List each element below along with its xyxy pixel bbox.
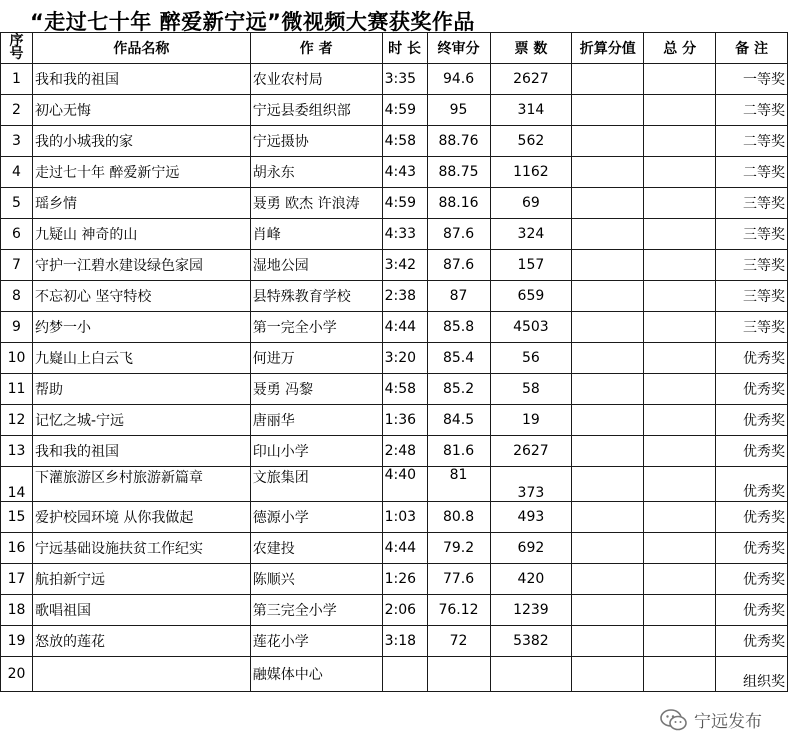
cell-author: 湿地公园 <box>250 250 382 281</box>
cell-converted <box>572 405 644 436</box>
header-converted: 折算分值 <box>572 33 644 64</box>
cell-score: 88.75 <box>427 157 490 188</box>
cell-name: 走过七十年 醉爱新宁远 <box>32 157 250 188</box>
cell-score: 95 <box>427 95 490 126</box>
watermark-text: 宁远发布 <box>694 712 762 732</box>
cell-converted <box>572 343 644 374</box>
cell-total <box>644 343 716 374</box>
cell-name: 帮助 <box>32 374 250 405</box>
cell-author: 第三完全小学 <box>250 595 382 626</box>
cell-total <box>644 374 716 405</box>
cell-votes: 4503 <box>490 312 572 343</box>
cell-total <box>644 564 716 595</box>
cell-name: 九嶷山上白云飞 <box>32 343 250 374</box>
cell-seq: 5 <box>1 188 33 219</box>
cell-total <box>644 188 716 219</box>
cell-name: 爱护校园环境 从你我做起 <box>32 502 250 533</box>
cell-total <box>644 126 716 157</box>
cell-note: 三等奖 <box>716 312 788 343</box>
cell-total <box>644 533 716 564</box>
cell-votes: 373 <box>490 467 572 502</box>
cell-time: 1:26 <box>382 564 427 595</box>
table-row <box>1 436 788 467</box>
cell-score: 76.12 <box>427 595 490 626</box>
table-row <box>1 657 788 692</box>
cell-time: 4:58 <box>382 374 427 405</box>
cell-author: 唐丽华 <box>250 405 382 436</box>
table-row <box>1 595 788 626</box>
header-score: 终审分 <box>427 33 490 64</box>
cell-total <box>644 502 716 533</box>
table-row <box>1 157 788 188</box>
cell-score: 80.8 <box>427 502 490 533</box>
cell-note: 优秀奖 <box>716 374 788 405</box>
table-row <box>1 626 788 657</box>
wechat-icon <box>660 709 688 731</box>
cell-votes: 493 <box>490 502 572 533</box>
cell-time: 2:38 <box>382 281 427 312</box>
header-note: 备 注 <box>716 33 788 64</box>
cell-time: 2:48 <box>382 436 427 467</box>
cell-seq: 18 <box>1 595 33 626</box>
cell-converted <box>572 126 644 157</box>
cell-score: 87.6 <box>427 250 490 281</box>
cell-time: 4:33 <box>382 219 427 250</box>
cell-note: 组织奖 <box>716 657 788 692</box>
table-row <box>1 312 788 343</box>
cell-seq: 14 <box>1 467 33 502</box>
cell-converted <box>572 564 644 595</box>
cell-seq: 8 <box>1 281 33 312</box>
cell-author: 印山小学 <box>250 436 382 467</box>
cell-name: 记忆之城-宁远 <box>32 405 250 436</box>
header-time: 时 长 <box>382 33 427 64</box>
cell-score: 94.6 <box>427 64 490 95</box>
cell-time: 4:40 <box>382 467 427 502</box>
cell-author: 文旅集团 <box>250 467 382 502</box>
cell-score: 87 <box>427 281 490 312</box>
cell-author: 县特殊教育学校 <box>250 281 382 312</box>
cell-time: 3:20 <box>382 343 427 374</box>
cell-votes: 314 <box>490 95 572 126</box>
cell-score: 85.2 <box>427 374 490 405</box>
cell-seq: 20 <box>1 657 33 692</box>
cell-votes: 58 <box>490 374 572 405</box>
table-row <box>1 188 788 219</box>
cell-votes: 19 <box>490 405 572 436</box>
cell-name: 我和我的祖国 <box>32 64 250 95</box>
cell-name: 宁远基础设施扶贫工作纪实 <box>32 533 250 564</box>
table-row <box>1 564 788 595</box>
cell-seq: 12 <box>1 405 33 436</box>
cell-total <box>644 595 716 626</box>
cell-score: 88.76 <box>427 126 490 157</box>
cell-converted <box>572 157 644 188</box>
cell-converted <box>572 95 644 126</box>
header-row <box>1 33 788 64</box>
cell-votes: 2627 <box>490 64 572 95</box>
cell-votes: 56 <box>490 343 572 374</box>
cell-score: 79.2 <box>427 533 490 564</box>
cell-votes <box>490 657 572 692</box>
cell-votes: 157 <box>490 250 572 281</box>
cell-author: 宁远县委组织部 <box>250 95 382 126</box>
cell-name: 约梦一小 <box>32 312 250 343</box>
cell-converted <box>572 64 644 95</box>
cell-time: 1:03 <box>382 502 427 533</box>
cell-name: 怒放的莲花 <box>32 626 250 657</box>
cell-total <box>644 467 716 502</box>
awards-table <box>0 32 788 692</box>
cell-note: 优秀奖 <box>716 533 788 564</box>
cell-name: 不忘初心 坚守特校 <box>32 281 250 312</box>
cell-total <box>644 405 716 436</box>
cell-note: 二等奖 <box>716 126 788 157</box>
cell-seq: 6 <box>1 219 33 250</box>
cell-note: 优秀奖 <box>716 626 788 657</box>
cell-converted <box>572 188 644 219</box>
cell-note: 优秀奖 <box>716 405 788 436</box>
cell-time <box>382 657 427 692</box>
cell-time: 4:59 <box>382 188 427 219</box>
cell-total <box>644 95 716 126</box>
cell-time: 1:36 <box>382 405 427 436</box>
cell-total <box>644 64 716 95</box>
cell-seq: 16 <box>1 533 33 564</box>
cell-score: 85.4 <box>427 343 490 374</box>
cell-score: 77.6 <box>427 564 490 595</box>
cell-time: 3:35 <box>382 64 427 95</box>
cell-name: 瑶乡情 <box>32 188 250 219</box>
cell-score: 87.6 <box>427 219 490 250</box>
cell-converted <box>572 467 644 502</box>
cell-note: 三等奖 <box>716 281 788 312</box>
cell-name: 我的小城我的家 <box>32 126 250 157</box>
cell-time: 4:44 <box>382 312 427 343</box>
cell-converted <box>572 312 644 343</box>
header-total: 总 分 <box>644 33 716 64</box>
cell-votes: 2627 <box>490 436 572 467</box>
cell-score <box>427 657 490 692</box>
cell-time: 4:43 <box>382 157 427 188</box>
cell-note: 优秀奖 <box>716 502 788 533</box>
cell-author: 农业农村局 <box>250 64 382 95</box>
cell-author: 陈顺兴 <box>250 564 382 595</box>
cell-score: 88.16 <box>427 188 490 219</box>
cell-note: 二等奖 <box>716 95 788 126</box>
cell-note: 二等奖 <box>716 157 788 188</box>
cell-name: 九疑山 神奇的山 <box>32 219 250 250</box>
cell-time: 2:06 <box>382 595 427 626</box>
cell-converted <box>572 502 644 533</box>
cell-author: 农建投 <box>250 533 382 564</box>
cell-total <box>644 281 716 312</box>
cell-votes: 420 <box>490 564 572 595</box>
cell-seq: 19 <box>1 626 33 657</box>
cell-score: 81 <box>427 467 490 502</box>
cell-seq: 4 <box>1 157 33 188</box>
cell-total <box>644 312 716 343</box>
cell-converted <box>572 595 644 626</box>
table-row <box>1 126 788 157</box>
cell-name <box>32 657 250 692</box>
cell-converted <box>572 374 644 405</box>
cell-votes: 562 <box>490 126 572 157</box>
cell-note: 优秀奖 <box>716 467 788 502</box>
cell-seq: 7 <box>1 250 33 281</box>
cell-note: 一等奖 <box>716 64 788 95</box>
header-author: 作 者 <box>250 33 382 64</box>
cell-note: 三等奖 <box>716 219 788 250</box>
cell-time: 4:58 <box>382 126 427 157</box>
cell-converted <box>572 626 644 657</box>
cell-seq: 17 <box>1 564 33 595</box>
table-row <box>1 343 788 374</box>
cell-name: 下灌旅游区乡村旅游新篇章 <box>32 467 250 502</box>
cell-author: 聂勇 欧杰 许浪涛 <box>250 188 382 219</box>
table-row <box>1 374 788 405</box>
cell-total <box>644 250 716 281</box>
cell-note: 三等奖 <box>716 188 788 219</box>
cell-seq: 15 <box>1 502 33 533</box>
cell-total <box>644 626 716 657</box>
cell-name: 航拍新宁远 <box>32 564 250 595</box>
cell-seq: 13 <box>1 436 33 467</box>
cell-score: 85.8 <box>427 312 490 343</box>
cell-author: 何进万 <box>250 343 382 374</box>
cell-time: 4:44 <box>382 533 427 564</box>
cell-note: 三等奖 <box>716 250 788 281</box>
cell-author: 胡永东 <box>250 157 382 188</box>
table-row <box>1 533 788 564</box>
cell-seq: 11 <box>1 374 33 405</box>
cell-name: 初心无悔 <box>32 95 250 126</box>
cell-note: 优秀奖 <box>716 595 788 626</box>
table-row <box>1 95 788 126</box>
cell-note: 优秀奖 <box>716 343 788 374</box>
cell-votes: 1162 <box>490 157 572 188</box>
cell-seq: 3 <box>1 126 33 157</box>
cell-votes: 324 <box>490 219 572 250</box>
cell-votes: 1239 <box>490 595 572 626</box>
table-row <box>1 219 788 250</box>
page-title: “走过七十年 醉爱新宁远”微视频大赛获奖作品 <box>30 10 475 34</box>
cell-note: 优秀奖 <box>716 436 788 467</box>
cell-score: 84.5 <box>427 405 490 436</box>
cell-score: 81.6 <box>427 436 490 467</box>
cell-total <box>644 436 716 467</box>
cell-author: 宁远摄协 <box>250 126 382 157</box>
cell-total <box>644 157 716 188</box>
cell-name: 我和我的祖国 <box>32 436 250 467</box>
cell-seq: 9 <box>1 312 33 343</box>
cell-converted <box>572 281 644 312</box>
cell-converted <box>572 657 644 692</box>
cell-converted <box>572 436 644 467</box>
cell-author: 德源小学 <box>250 502 382 533</box>
cell-votes: 659 <box>490 281 572 312</box>
cell-author: 聂勇 冯黎 <box>250 374 382 405</box>
header-seq: 序号 <box>1 33 33 64</box>
cell-author: 莲花小学 <box>250 626 382 657</box>
cell-author: 第一完全小学 <box>250 312 382 343</box>
table-row <box>1 64 788 95</box>
cell-note: 优秀奖 <box>716 564 788 595</box>
watermark <box>660 707 762 732</box>
cell-score: 72 <box>427 626 490 657</box>
cell-converted <box>572 250 644 281</box>
table-row <box>1 281 788 312</box>
table-row <box>1 502 788 533</box>
cell-converted <box>572 533 644 564</box>
cell-name: 歌唱祖国 <box>32 595 250 626</box>
cell-seq: 10 <box>1 343 33 374</box>
cell-author: 融媒体中心 <box>250 657 382 692</box>
header-votes: 票 数 <box>490 33 572 64</box>
header-name: 作品名称 <box>32 33 250 64</box>
table-row <box>1 250 788 281</box>
cell-time: 3:42 <box>382 250 427 281</box>
cell-author: 肖峰 <box>250 219 382 250</box>
cell-total <box>644 219 716 250</box>
cell-seq: 1 <box>1 64 33 95</box>
cell-votes: 692 <box>490 533 572 564</box>
cell-votes: 5382 <box>490 626 572 657</box>
cell-time: 3:18 <box>382 626 427 657</box>
table-row <box>1 467 788 502</box>
cell-name: 守护一江碧水建设绿色家园 <box>32 250 250 281</box>
table-row <box>1 405 788 436</box>
cell-total <box>644 657 716 692</box>
cell-votes: 69 <box>490 188 572 219</box>
cell-converted <box>572 219 644 250</box>
cell-time: 4:59 <box>382 95 427 126</box>
cell-seq: 2 <box>1 95 33 126</box>
